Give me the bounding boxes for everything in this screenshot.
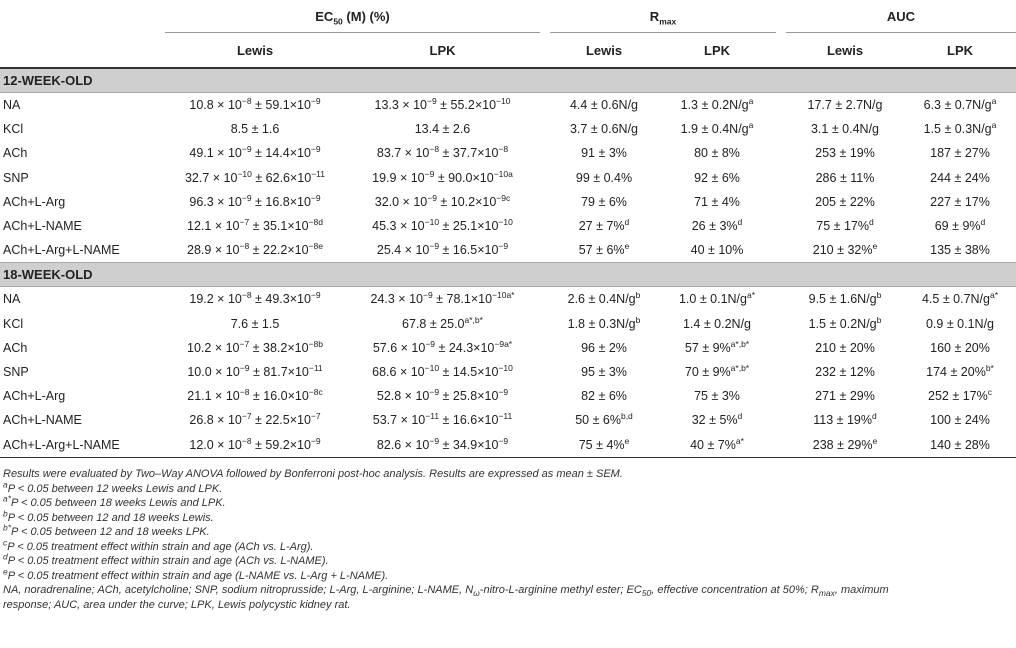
auc-cell: 160 ± 20% [930,340,990,355]
header-row-2 [0,33,1016,69]
table-row [0,384,1016,408]
rmax-cell: 1.4 ± 0.2N/g [682,316,751,331]
auc-cell: 205 ± 22% [815,194,875,209]
ec50-lewis-header: Lewis [165,33,345,69]
section-title: 18-WEEK-OLD [0,263,1016,287]
rmax-cell: $1.0 \pm 0.1N/g^{a*}$ [678,290,756,307]
auc-cell: $6.3 \pm 0.7N/g^a$ [923,95,997,113]
auc-cell: 210 ± 20% [815,340,875,355]
table-row [0,166,1016,190]
rmax-cell: $1.9 \pm 0.4N/g^a$ [680,120,754,137]
section-title: 12-WEEK-OLD [0,68,1016,93]
ec50-cell: $83.7 \times 10^{-8} \pm 37.7\times 10^{-8}$ [376,144,509,161]
rmax-cell: 4.4 ± 0.6N/g [569,98,638,113]
row-label: KCl [3,122,24,137]
row-label: ACh+L-NAME [3,413,82,428]
ec50-cell: $10.2 \times 10^{-7} \pm 38.2\times 10^{-8b}$ [187,338,323,355]
rmax-cell: 79 ± 6% [581,194,627,209]
rmax-cell: 80 ± 8% [694,146,740,161]
auc-cell: 113 ± 19%$^d$ [813,411,877,428]
ec50-cell: $10.0 \times 10^{-9} \pm 81.7\times 10^{-11}$ [187,362,323,379]
row-label: NA [3,292,21,307]
rmax-cell: $1.8 \pm 0.3N/g^b$ [567,314,641,331]
auc-cell: 140 ± 28% [904,432,1016,457]
rmax-cell: 3.7 ± 0.6N/g [569,122,638,137]
ec50-cell: $12.1 \times 10^{-7} \pm 35.1\times 10^{-8d}$ [187,216,323,234]
rmax-cell: 57 ± 9%$^{a*,b*}$ [684,338,750,355]
ec50-cell: 13.4 ± 2.6 [414,122,471,137]
ec50-cell: $28.9 \times 10^{-8} \pm 22.2\times 10^{-8e}$ [187,241,323,258]
rmax-cell: 32 ± 5%$^d$ [691,411,743,428]
auc-cell: 286 ± 11% [815,170,875,185]
rmax-cell: $1.3 \pm 0.2N/g^a$ [680,95,754,113]
ec50-cell: $82.6 \times 10^{-9} \pm 34.9\times 10^{-9}$ [345,432,540,457]
ec50-cell: $45.3 \times 10^{-10} \pm 25.1\times 10^{-10}$ [372,216,513,234]
auc-cell: $4.5 \pm 0.7N/g^{a*}$ [921,290,999,307]
ec50-cell: $96.3 \times 10^{-9} \pm 16.8\times 10^{-9}$ [189,192,321,209]
ec50-cell: $25.4 \times 10^{-9} \pm 16.5\times 10^{-9}$ [376,241,509,258]
note: Results were evaluated by Two–Way ANOVA followed by Bonferroni post-hoc analysis. Results are expressed as mean ± SEM. [3,468,623,480]
rmax-lewis-header: Lewis [550,33,658,69]
ec50-cell: 7.6 ± 1.5 [230,316,280,331]
table-row [0,287,1016,312]
table-row [0,408,1016,432]
rmax-cell: 75 ± 3% [694,389,740,404]
ec50-cell: $26.8 \times 10^{-7} \pm 22.5\times 10^{-7}$ [189,411,321,428]
rmax-cell: $2.6 \pm 0.4N/g^b$ [567,290,641,307]
auc-cell: 100 ± 24% [930,413,990,428]
note: $^d$P < 0.05 treatment effect within strain and age (ACh vs. L-NAME). [3,551,329,567]
rmax-cell: 91 ± 3% [581,146,627,161]
rmax-cell: 92 ± 6% [694,170,740,185]
auc-cell: 227 ± 17% [930,194,990,209]
ec50-cell: $53.7 \times 10^{-11} \pm 16.6\times 10^{-11}$ [372,411,513,428]
auc-cell: 244 ± 24% [930,170,990,185]
table-row [0,432,1016,457]
auc-cell: 238 ± 29%$^e$ [786,432,904,457]
rmax-cell: 40 ± 10% [690,243,744,258]
auc-cell: 252 ± 17%$^c$ [928,387,992,404]
note: $^{a*}$P < 0.05 between 18 weeks Lewis and LPK. [3,493,226,509]
row-label: ACh+L-Arg+L-NAME [3,243,120,258]
auc-cell: 0.9 ± 0.1N/g [925,316,994,331]
row-label: ACh+L-Arg [3,194,66,209]
rmax-header: $R_{max}$ [550,0,776,33]
ec50-cell: $57.6 \times 10^{-9} \pm 24.3\times 10^{-9a*}$ [372,338,513,355]
ec50-cell: $52.8 \times 10^{-9} \pm 25.8\times 10^{-9}$ [376,387,509,404]
note: $^c$P < 0.05 treatment effect within strain and age (ACh vs. L-Arg). [3,536,314,553]
rmax-lpk-header: LPK [658,33,776,69]
auc-cell: 210 ± 32%$^e$ [812,241,878,258]
header-row-1 [0,0,1016,33]
row-label: ACh+L-Arg [3,389,66,404]
rmax-cell: 82 ± 6% [581,389,627,404]
section-header [0,68,1016,93]
auc-cell: 75 ± 17%$^d$ [816,216,874,234]
note: $^{b*}$P < 0.05 between 12 and 18 weeks LPK. [3,522,210,538]
ec50-cell: $32.0 \times 10^{-9} \pm 10.2\times 10^{-9c}$ [374,192,511,209]
auc-cell: 253 ± 19% [815,146,875,161]
auc-cell: 69 ± 9%$^d$ [934,216,986,234]
table-row [0,117,1016,141]
abbreviations-cont: response; AUC, area under the curve; LPK, Lewis polycystic kidney rat. [3,598,351,611]
rmax-cell: 27 ± 7%$^d$ [578,216,630,234]
rmax-cell: 95 ± 3% [581,364,627,379]
section-header [0,263,1016,287]
row-label: SNP [3,364,29,379]
auc-cell: $1.5 \pm 0.2N/g^b$ [808,314,882,331]
auc-cell: 3.1 ± 0.4N/g [810,122,879,137]
row-label: ACh [3,340,28,355]
ec50-cell: $21.1 \times 10^{-8} \pm 16.0\times 10^{-8c}$ [187,387,323,404]
ec50-cell: $13.3 \times 10^{-9} \pm 55.2\times 10^{-10}$ [374,95,511,113]
auc-cell: 174 ± 20%$^{b*}$ [926,362,994,379]
abbreviations: NA, noradrenaline; ACh, acetylcholine; SNP, sodium nitroprusside; L-Arg, L-arginine; L-NAME, $N_\omega-nitro-L$-arginine methyl ester; $EC_{50}$, effective concentration at 50%; $R_{max}$, maximum [3,584,889,599]
table-row [0,141,1016,165]
note: $^e$P < 0.05 treatment effect within strain and age (L-NAME vs. L-Arg + L-NAME). [3,565,389,582]
ec50-cell: 8.5 ± 1.6 [230,122,280,137]
auc-cell: 135 ± 38% [930,243,990,258]
table-row [0,93,1016,118]
ec50-cell: $68.6 \times 10^{-10} \pm 14.5\times 10^{-10}$ [372,362,513,379]
ec50-cell: $32.7 \times 10^{-10} \pm 62.6\times 10^{-11}$ [184,168,326,185]
rmax-cell: 26 ± 3%$^d$ [691,216,743,234]
ec50-lpk-header: LPK [345,33,540,69]
auc-lewis-header: Lewis [786,33,904,69]
table-row [0,214,1016,238]
rmax-cell: 99 ± 0.4% [575,170,633,185]
auc-cell: 271 ± 29% [815,389,875,404]
row-label: SNP [3,170,29,185]
ec50-cell: $10.8 \times 10^{-8} \pm 59.1\times 10^{-9}$ [189,95,321,113]
auc-cell: 17.7 ± 2.7N/g [807,98,883,113]
ec50-header: $EC_{50}$ (M) (%) [165,0,540,33]
rmax-cell: 40 ± 7%$^{a*}$ [658,432,776,457]
rmax-cell: 50 ± 6%$^{b,d}$ [575,411,633,428]
auc-cell: $1.5 \pm 0.3N/g^a$ [923,120,997,137]
rmax-cell: 71 ± 4% [694,194,740,209]
table-row [0,238,1016,263]
ec50-cell: $12.0 \times 10^{-8} \pm 59.2\times 10^{-9}$ [165,432,345,457]
ec50-cell: $49.1 \times 10^{-9} \pm 14.4\times 10^{-9}$ [189,144,321,161]
ec50-cell: $19.9 \times 10^{-9} \pm 90.0\times 10^{-10a}$ [372,168,513,185]
row-label: ACh [3,146,28,161]
table-row [0,360,1016,384]
note: $^b$P < 0.05 between 12 and 18 weeks Lewis. [3,507,214,524]
row-label: NA [3,98,21,113]
row-label: ACh+L-NAME [3,219,82,234]
table-row [0,190,1016,214]
auc-header: AUC [786,0,1016,33]
rmax-cell: 75 ± 4%$^e$ [550,432,658,457]
table-row [0,336,1016,360]
row-label: ACh+L-Arg+L-NAME [0,432,165,457]
rmax-cell: 96 ± 2% [581,340,627,355]
auc-cell: 232 ± 12% [815,364,875,379]
table-row [0,312,1016,336]
auc-cell: 187 ± 27% [930,146,990,161]
rmax-cell: 57 ± 6%$^e$ [578,241,630,258]
auc-lpk-header: LPK [904,33,1016,69]
table-notes [3,467,1013,612]
rmax-cell: 70 ± 9%$^{a*,b*}$ [684,362,750,379]
note: $^a$P < 0.05 between 12 weeks Lewis and LPK. [3,478,223,495]
auc-cell: $9.5 \pm 1.6N/g^b$ [808,290,882,307]
ec50-cell: $67.8 \pm 25.0^{a*,b*}$ [402,314,483,331]
ec50-cell: $24.3 \times 10^{-9} \pm 78.1\times 10^{-10a*}$ [370,290,515,307]
row-label: KCl [3,316,24,331]
ec50-cell: $19.2 \times 10^{-8} \pm 49.3\times 10^{-9}$ [189,290,321,307]
